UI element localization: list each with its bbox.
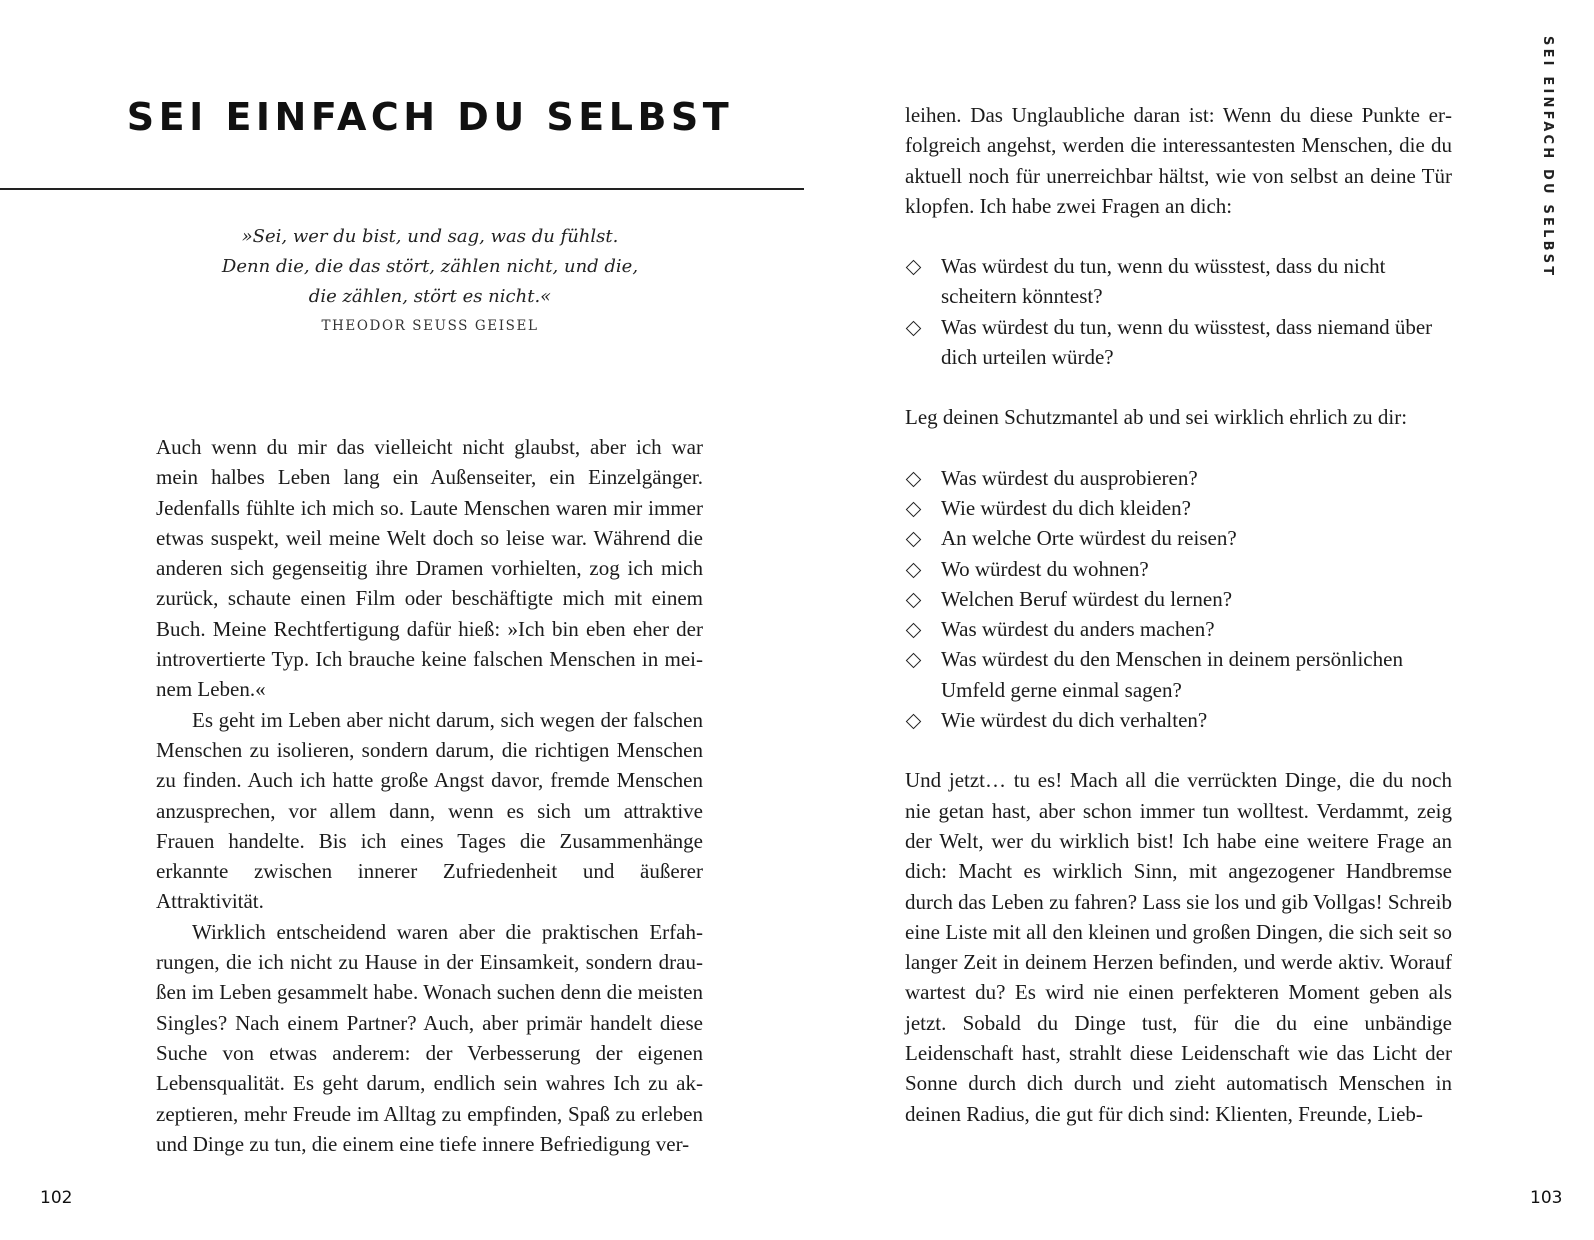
diamond-bullet-icon	[906, 502, 922, 518]
list-item-text: Was würdest du ausprobieren?	[941, 465, 1198, 490]
diamond-bullet-icon	[906, 471, 922, 487]
paragraph: Und jetzt… tu es! Mach all die verrückten Dinge, die du noch nie getan hast, aber schon immer tun wolltest. Verdammt, zeig der Welt, wer du wirklich bist! Ich habe eine weitere Frage an dich: Macht es wirklich Sinn, mit angezogener Handbremse durch das Leben zu fahren? Lass sie los und gib Vollgas! Schreib eine Liste mit all den kleinen und großen Dingen, die sich seit so langer Zeit in deinem Herzen befinden, und werde aktiv. Worauf wartest du? Es wird nie einen perfekteren Moment geben als jetzt. Sobald du Dinge tust, für die du eine unbändige Leidenschaft hast, strahlt diese Leidenschaft wie das Licht der Sonne durch dich durch und zieht automatisch Menschen in deinen Radius, die gut für dich sind: Klienten, Freunde, Lieb-	[905, 768, 1452, 1126]
diamond-bullet-icon	[906, 260, 922, 276]
list-item	[905, 523, 1452, 553]
list-item-text: Was würdest du anders machen?	[941, 617, 1215, 642]
epigraph-quote	[160, 222, 700, 338]
epigraph-line: »Sei, wer du bist, und sag, was du fühlst.	[241, 226, 619, 247]
list-item	[905, 584, 1452, 614]
list-item-text: Welchen Beruf würdest du lernen?	[941, 586, 1233, 611]
diamond-bullet-icon	[906, 593, 922, 609]
diamond-bullet-icon	[906, 532, 922, 548]
paragraph: Auch wenn du mir das vielleicht nicht glaubst, aber ich war mein halbes Leben lang ein Außenseiter, ein Einzelgänger. Jedenfalls fühlte ich mich so. Laute Menschen waren mir immer etwas suspekt, weil meine Welt doch so leise war. Während die anderen sich gegenseitig ihre Dramen vorhielten, zog ich mich zurück, schaute einen Film oder beschäftigte mich mit einem Buch. Meine Rechtfertigung dafür hieß: »Ich bin eben eher der introvertierte Typ. Ich brauche keine falschen Menschen in meinem Leben.«	[156, 435, 703, 702]
list-item	[905, 614, 1452, 644]
spacer	[905, 735, 1452, 765]
diamond-bullet-icon	[906, 321, 922, 337]
list-item-text: Was würdest du tun, wenn du wüsstest, dass du nicht scheitern könntest?	[941, 254, 1386, 309]
list-item-text: An welche Orte würdest du reisen?	[941, 526, 1237, 551]
running-head: SEI EINFACH DU SELBST	[1540, 36, 1555, 279]
list-item-text: Wie würdest du dich verhalten?	[941, 708, 1208, 733]
list-item	[905, 463, 1452, 493]
diamond-bullet-icon	[906, 562, 922, 578]
paragraph: Wirklich entscheidend waren aber die praktischen Erfahrungen, die ich nicht zu Hause in der Einsamkeit, sondern draußen im Leben gesammelt habe. Wonach suchen denn die meisten Singles? Nach einem Partner? Auch, aber primär handelt diese Suche von etwas anderem: der Verbesserung der eigenen Lebensqualität. Es geht darum, endlich sein wahres Ich zu akzeptieren, mehr Freude im Alltag zu empfinden, Spaß zu erleben und Dinge zu tun, die einem eine tiefe innere Befriedigung ver-	[156, 919, 703, 1156]
list-item-text: Was würdest du tun, wenn du wüsstest, dass niemand über dich urteilen würde?	[941, 314, 1433, 370]
spacer	[905, 372, 1452, 402]
right-page-body	[905, 100, 1452, 1129]
epigraph-line: Denn die, die das stört, zählen nicht, und die,	[221, 256, 639, 277]
list-item-text: Was würdest du den Menschen in deinem persönlichen Umfeld gerne einmal sagen?	[941, 647, 1403, 702]
diamond-bullet-icon	[906, 653, 922, 669]
list-item	[905, 705, 1452, 735]
list-item	[905, 251, 1452, 312]
paragraph: leihen. Das Unglaubliche daran ist: Wenn du diese Punkte erfolgreich angehst, werden die interessantesten Menschen, die du aktuell noch für unerreichbar hältst, wie von selbst an deine Tür klopfen. Ich habe zwei Fragen an dich:	[905, 103, 1452, 218]
epigraph-line: die zählen, stört es nicht.«	[308, 286, 552, 307]
list-item	[905, 312, 1452, 373]
diamond-bullet-icon	[906, 714, 922, 730]
list-item	[905, 554, 1452, 584]
page-number-right: 103	[1530, 1188, 1563, 1208]
spacer	[905, 221, 1452, 251]
paragraph: Es geht im Leben aber nicht darum, sich wegen der falschen Menschen zu isolieren, sondern darum, die richtigen Menschen zu finden. Auch ich hatte große Angst davor, fremde Menschen anzusprechen, vor allem dann, wenn es sich um attraktive Frauen handelte. Bis ich eines Tages die Zusammenhänge erkannte zwischen innerer Zufriedenheit und äußerer Attraktivität.	[156, 707, 703, 914]
page-number-left: 102	[40, 1188, 73, 1208]
title-divider	[0, 188, 804, 190]
left-page-body	[156, 432, 703, 1159]
spacer	[905, 433, 1452, 463]
chapter-title: SEI EINFACH DU SELBST	[126, 95, 734, 139]
paragraph: Leg deinen Schutzmantel ab und sei wirklich ehrlich zu dir:	[905, 405, 1408, 430]
list-item	[905, 493, 1452, 523]
question-list	[905, 251, 1452, 372]
list-item	[905, 644, 1452, 705]
question-list	[905, 463, 1452, 736]
list-item-text: Wie würdest du dich kleiden?	[941, 495, 1191, 520]
epigraph-author: THEODOR SEUSS GEISEL	[321, 318, 539, 334]
list-item-text: Wo würdest du wohnen?	[941, 556, 1149, 581]
diamond-bullet-icon	[906, 623, 922, 639]
